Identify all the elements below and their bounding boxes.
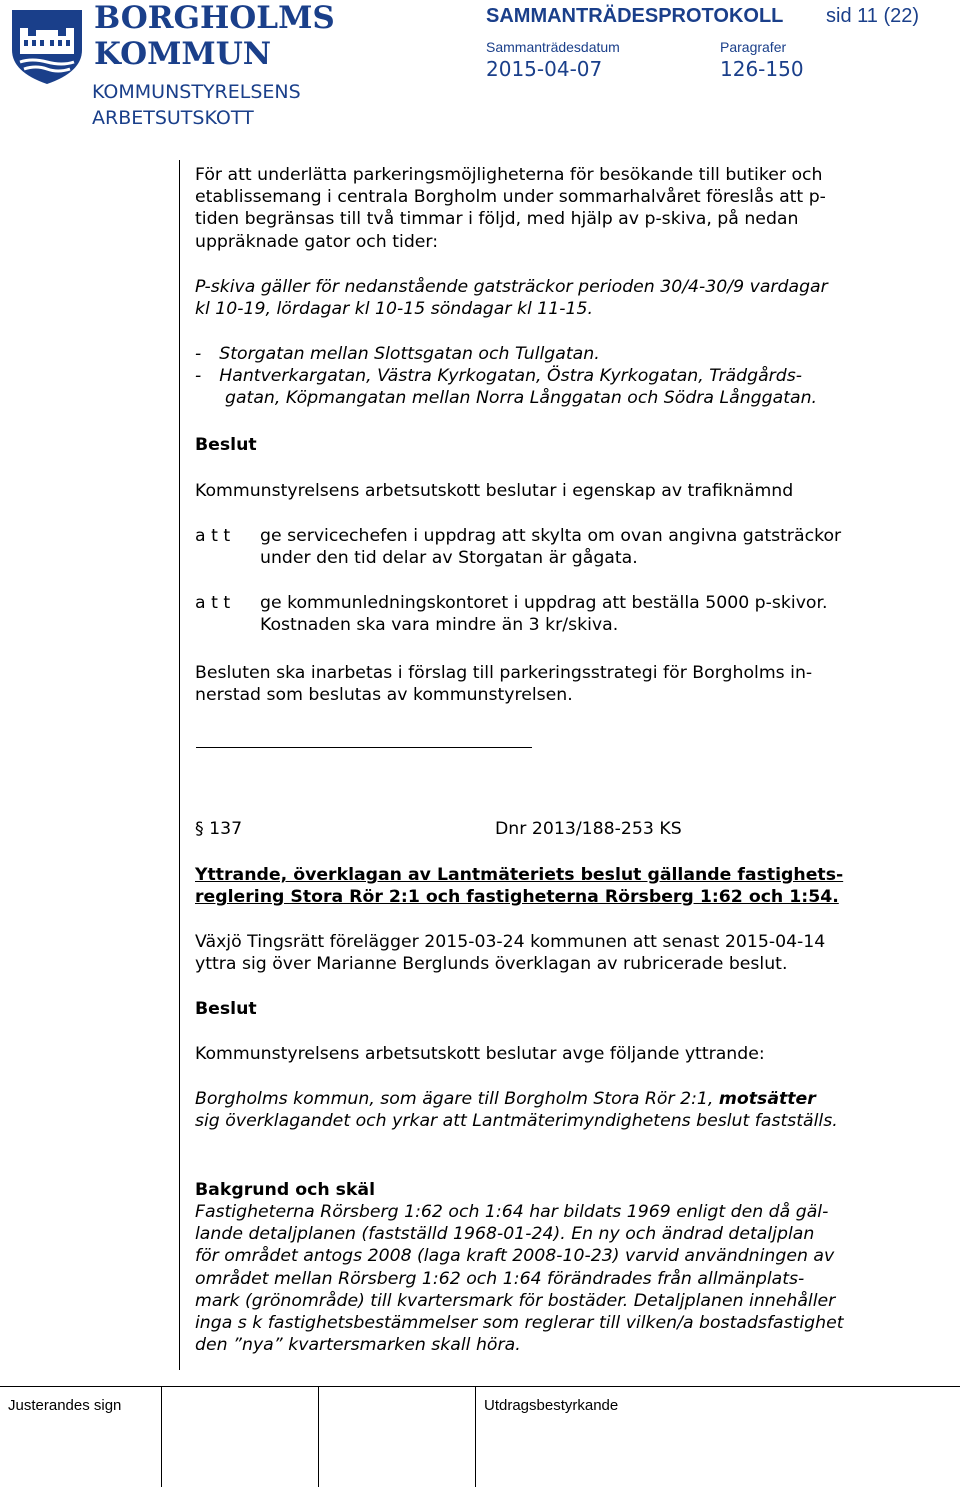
list-dash: - [195, 344, 202, 364]
statement-paragraph: Borgholms kommun, som ägare till Borgholm Stora Rör 2:1, motsätter sig överklagandet och yrkar att Lantmäterimyndighetens beslut fastställs. [195, 1089, 838, 1132]
street-item: - Hantverkargatan, Västra Kyrkogatan, Östra Kyrkogatan, Trädgårds- [195, 366, 802, 387]
att-item: ge kommunledningskontoret i uppdrag att beställa 5000 p-skivor. Kostnaden ska vara mindre än 3 kr/skiva. [260, 593, 828, 636]
closing-paragraph: Besluten ska inarbetas i förslag till parkeringsstrategi för Borgholms in- nerstad som beslutas av kommunstyrelsen. [195, 663, 813, 706]
intro-line: uppräknade gator och tider: [195, 231, 439, 252]
pskiva-paragraph [195, 276, 828, 320]
att-item: ge servicechefen i uppdrag att skylta om ovan angivna gatsträckor under den tid delar av Storgatan är gågata. [260, 526, 842, 569]
intro-line: tiden begränsas till två timmar i följd, med hjälp av p-skiva, på nedan [195, 209, 799, 230]
org-name-line1: BORGHOLMS [94, 0, 335, 36]
intro-line: För att underlätta parkeringsmöjligheterna för besökande till butiker och [195, 165, 823, 185]
pskiva-line: P-skiva gäller för nedanstående gatsträckor perioden 30/4-30/9 vardagar [195, 277, 828, 297]
municipality-crest [8, 6, 86, 86]
date-value: 2015-04-07 [486, 57, 603, 81]
dept-name-line2: ARBETSUTSKOTT [92, 107, 254, 129]
beslut-heading: Beslut [195, 999, 257, 1019]
decision-intro: Kommunstyrelsens arbetsutskott beslutar avge följande yttrande: [195, 1044, 765, 1064]
page-number: sid 11 (22) [826, 5, 920, 27]
footer-cell-divider [475, 1386, 476, 1487]
decision-intro: Kommunstyrelsens arbetsutskott beslutar i egenskap av trafiknämnd [195, 481, 794, 501]
margin-line [179, 160, 180, 1370]
background-paragraph: Fastigheterna Rörsberg 1:62 och 1:64 har bildats 1969 enligt den då gäl- lande detaljplanen (fastställd 1968-01-24). En ny och ändrad detaljplan för området antogs 2008 (laga kraft 2008-10-23) varvid användningen av området mellan Rörsberg 1:62 och 1:64 förändrades från allmänplats- mark (grönområde) till kvartersmark för bostäder. Detaljplanen innehåller inga s k fastighetsbestämmelser som reglerar till vilken/a bostadsfastighet den ”nya” kvartersmarken skall höra. [195, 1202, 844, 1356]
att-label: a t t [195, 593, 231, 613]
paragraph-number: § 137 [195, 819, 243, 839]
doc-type: SAMMANTRÄDESPROTOKOLL [486, 5, 784, 27]
footer-cell-divider [318, 1386, 319, 1487]
footer-cell-divider [161, 1386, 162, 1487]
date-label: Sammanträdesdatum [486, 39, 620, 55]
dept-name-line1: KOMMUNSTYRELSENS [92, 81, 301, 103]
section-divider [196, 747, 532, 748]
diary-number: Dnr 2013/188-253 KS [495, 819, 682, 839]
footer-rule [0, 1386, 960, 1387]
intro-paragraph [195, 164, 826, 253]
case-intro: Växjö Tingsrätt förelägger 2015-03-24 kommunen att senast 2015-04-14 yttra sig över Marianne Berglunds överklagan av rubricerade beslut. [195, 932, 826, 975]
case-title: Yttrande, överklagan av Lantmäteriets beslut gällande fastighets- reglering Stora Rör 2:1 och fastigheterna Rörsberg 1:62 och 1:54. [195, 865, 844, 908]
paragraph-value: 126-150 [720, 57, 804, 81]
street-item-continued: gatan, Köpmangatan mellan Norra Långgatan och Södra Långgatan. [225, 388, 818, 409]
list-dash: - [195, 366, 202, 387]
org-name-line2: KOMMUN [94, 36, 272, 72]
paragraph-label: Paragrafer [720, 39, 787, 55]
intro-line: etablissemang i centrala Borgholm under sommarhalvåret föreslås att p- [195, 187, 826, 208]
castle-crest-icon [8, 6, 86, 86]
att-label: a t t [195, 526, 231, 546]
background-heading: Bakgrund och skäl [195, 1180, 376, 1200]
justerandes-sign-label: Justerandes sign [8, 1397, 122, 1414]
emphasis: motsätter [718, 1089, 816, 1109]
beslut-heading: Beslut [195, 435, 257, 455]
utdragsbestyrkande-label: Utdragsbestyrkande [484, 1397, 619, 1414]
street-item: - Storgatan mellan Slottsgatan och Tullgatan. [195, 344, 600, 364]
pskiva-line: kl 10-19, lördagar kl 10-15 söndagar kl 11-15. [195, 299, 593, 320]
street-list [195, 343, 817, 410]
